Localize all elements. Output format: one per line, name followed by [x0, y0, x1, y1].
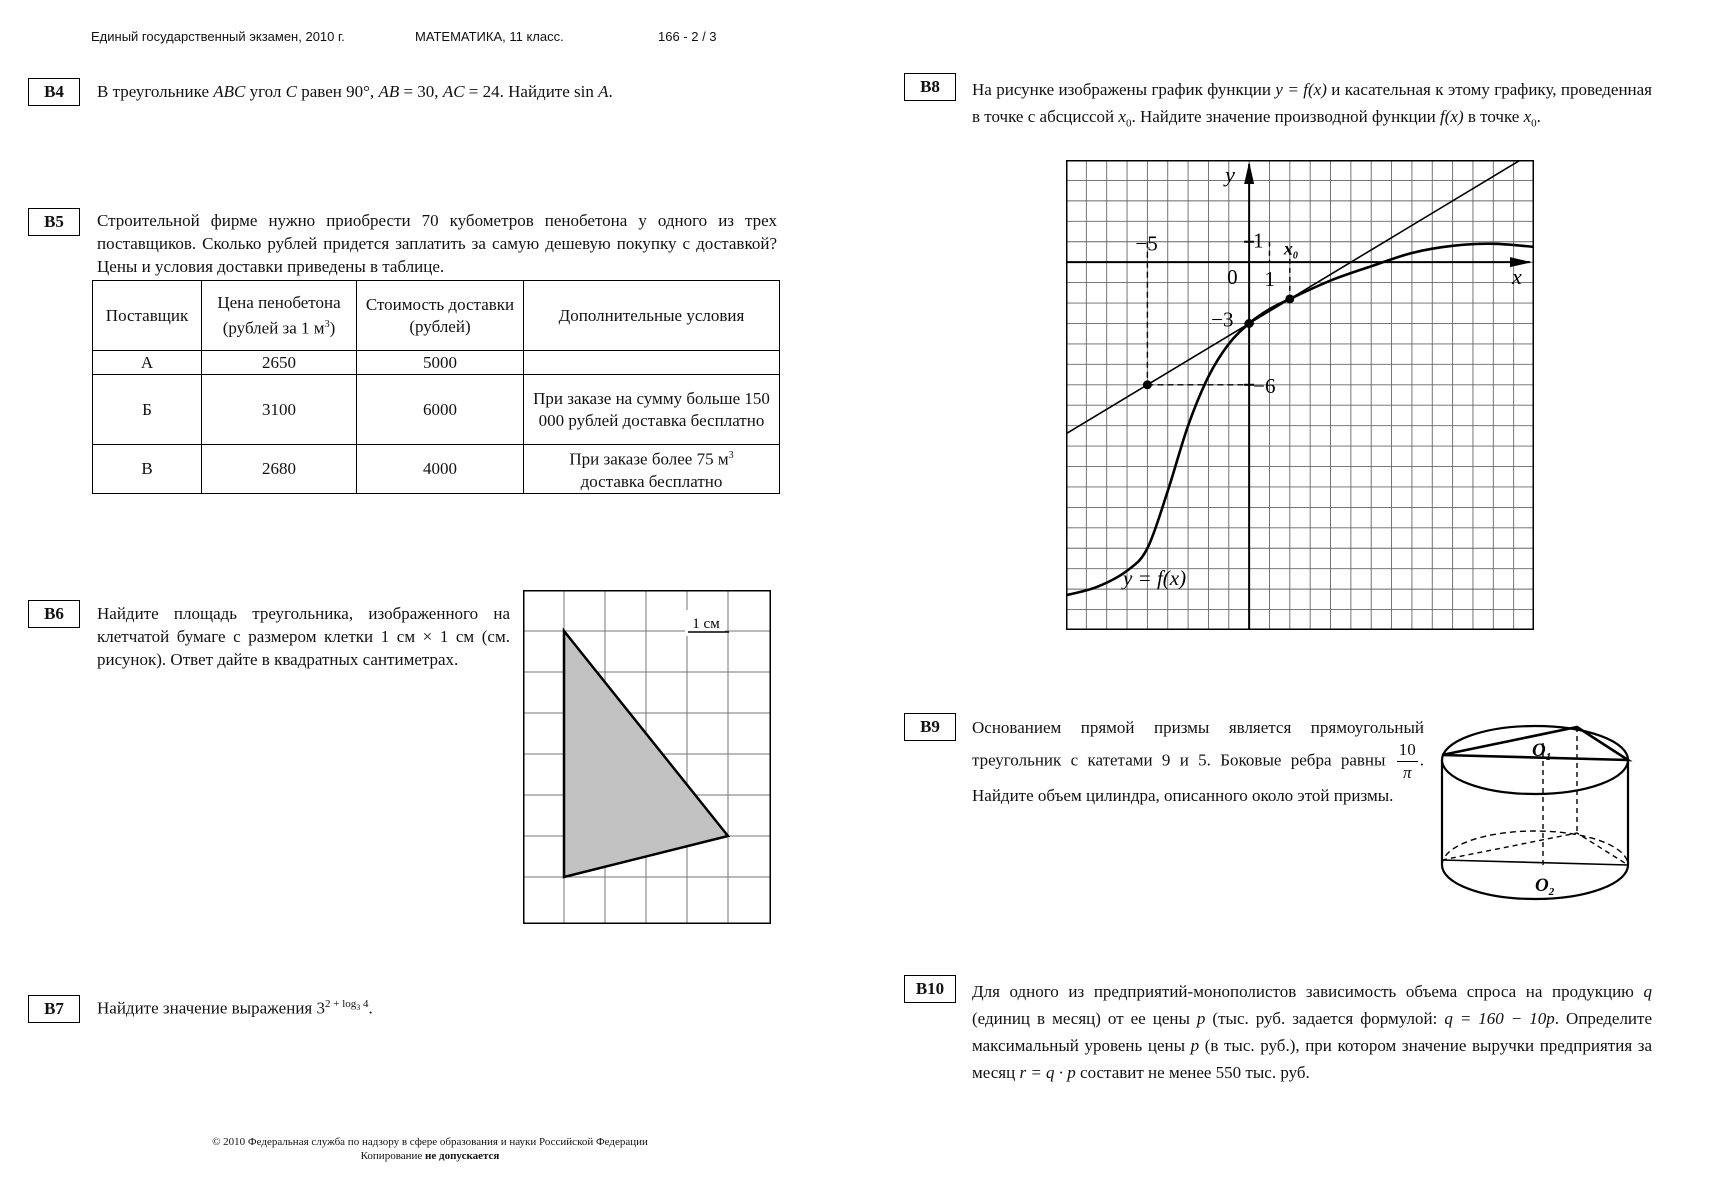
footer — [140, 1135, 720, 1163]
b8-badge: B8 — [904, 73, 956, 101]
label-x0: $x_0$ — [1283, 238, 1298, 262]
origin-label: 0 — [1227, 265, 1238, 290]
footer-copyright: © 2010 Федеральная служба по надзору в сфере образования и науки Российской Федерации — [212, 1136, 648, 1148]
fraction-10-pi: $\frac{10}{\pi}$ — [1398, 740, 1416, 782]
b5-text: Строительной фирме нужно приобрести 70 кубометров пенобетона у одного из трех поставщиков. Сколько рублей придется заплатить за самую дешевую покупку с доставкой? Цены и условия доставки приведены в таблице. — [97, 211, 777, 276]
b8-graph — [1066, 160, 1534, 630]
y-axis-arrow-icon — [1244, 162, 1254, 184]
header-page: 166 - 2 / 3 — [658, 29, 717, 44]
cell-delivery: 6000 — [357, 375, 524, 445]
label-y-neg3: −3 — [1211, 307, 1234, 332]
b10-text: Для одного из предприятий-монополистов зависимость объема спроса на продукцию q (единиц в месяц) от ее цены p (тыс. руб. задается формулой: q = 160 − 10p. Определите максимальный уровень цены p (в тыс. руб.), при котором значение выручки предприятия за месяц r = q · p составит не менее 550 тыс. руб. — [972, 982, 1653, 1082]
tangent-point-neg5 — [1143, 380, 1152, 389]
table-row — [93, 445, 780, 494]
label-y-neg6: −6 — [1253, 373, 1276, 398]
th-supplier: Поставщик — [93, 281, 202, 351]
b7-badge: B7 — [28, 995, 80, 1023]
cell-supplier: Б — [93, 375, 202, 445]
table-row — [93, 351, 780, 375]
cell-conditions: При заказе более 75 $м^3$ доставка бесплатно — [524, 445, 780, 494]
b9-badge: B9 — [904, 713, 956, 741]
x-axis-label: x — [1512, 264, 1522, 290]
label-x-1: 1 — [1264, 267, 1275, 292]
table-row — [93, 375, 780, 445]
b5-badge: B5 — [28, 208, 80, 236]
cell-price: 2680 — [202, 445, 357, 494]
prism-bottom-hypotenuse — [1442, 860, 1628, 865]
tangent-point-0 — [1245, 319, 1254, 328]
b9-cylinder-figure — [1440, 713, 1640, 913]
b4-text: В треугольнике ABC угол C равен 90°, AB = 30, AC = 24. Найдите sin A. — [97, 82, 613, 101]
y-axis-label: y — [1225, 162, 1235, 187]
function-curve — [1066, 244, 1534, 596]
header-subject: МАТЕМАТИКА, 11 класс. — [415, 29, 564, 44]
b7-text: Найдите значение выражения $3^{2 + log_3 4}$. — [97, 998, 373, 1018]
footer-copy-note: Копирование не допускается — [360, 1150, 500, 1162]
cell-supplier: А — [93, 351, 202, 375]
label-o2: $O_2$ — [1535, 875, 1555, 898]
tangency-point-x0 — [1285, 294, 1294, 303]
b8-grid — [1066, 160, 1534, 630]
header-exam: Единый государственный экзамен, 2010 г. — [91, 29, 345, 44]
cell-conditions: При заказе на сумму больше 150 000 рублей доставка бесплатно — [524, 375, 780, 445]
th-delivery: Стоимость доставки (рублей) — [357, 281, 524, 351]
cell-supplier: В — [93, 445, 202, 494]
curve-label: y = f(x) — [1122, 565, 1187, 590]
supplier-table — [92, 280, 780, 494]
b9-text: Основанием прямой призмы является прямоугольный треугольник с катетами 9 и 5. Боковые ребра равны $\frac{10}{\pi}$ . Найдите объем цилиндра, описанного около этой призмы. — [972, 718, 1425, 805]
table-header-row — [93, 281, 780, 351]
label-x-neg5: −5 — [1135, 231, 1158, 256]
b6-grid-figure — [523, 590, 771, 924]
b6-scale-label: 1 см — [692, 616, 720, 632]
label-y-1: 1 — [1253, 228, 1264, 253]
b6-badge: B6 — [28, 600, 80, 628]
th-conditions: Дополнительные условия — [524, 281, 780, 351]
b4-badge: B4 — [28, 78, 80, 106]
label-o1: $O_1$ — [1532, 740, 1552, 763]
b6-text: Найдите площадь треугольника, изображенного на клетчатой бумаге с размером клетки 1 см × 1 см (см. рисунок). Ответ дайте в квадратных сантиметрах. — [97, 604, 510, 669]
th-price: Цена пенобетона (рублей за 1 $м^3$) — [202, 281, 357, 351]
cell-delivery: 4000 — [357, 445, 524, 494]
cell-conditions — [524, 351, 780, 375]
cell-delivery: 5000 — [357, 351, 524, 375]
b8-text: На рисунке изображены график функции y = f(x) и касательная к этому графику, проведенная в точке с абсциссой $x_0$. Найдите значение производной функции f(x) в точке $x_0$. — [972, 80, 1653, 130]
cell-price: 3100 — [202, 375, 357, 445]
b10-badge: B10 — [904, 975, 956, 1003]
cell-price: 2650 — [202, 351, 357, 375]
